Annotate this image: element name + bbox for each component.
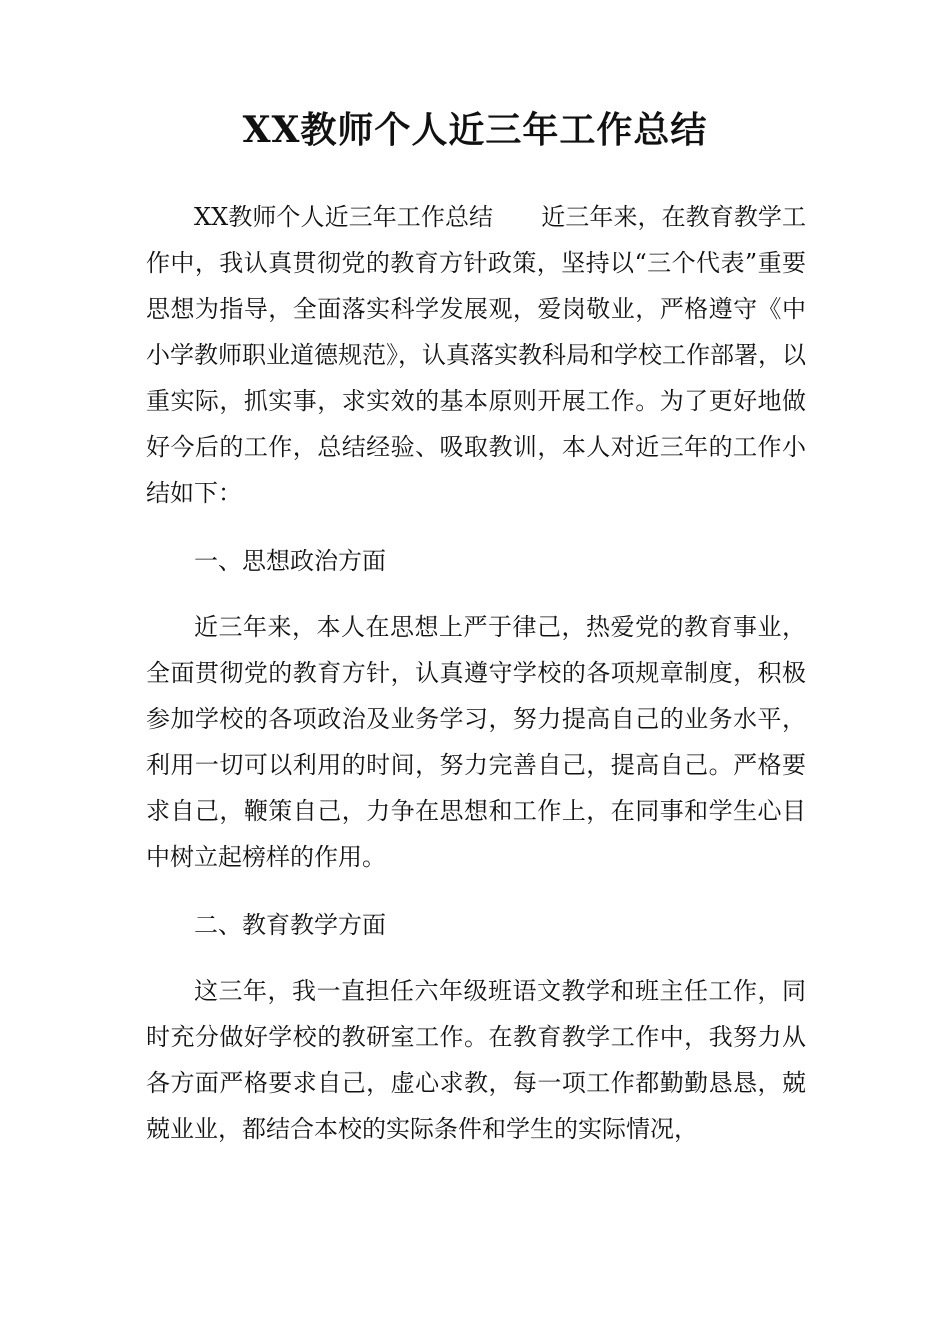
intro-lead: XX教师个人近三年工作总结 [194,203,494,231]
section2-heading: 二、教育教学方面 [194,911,386,939]
section1-paragraph: 近三年来，本人在思想上严于律己，热爱党的教育事业，全面贯彻党的教育方针，认真遵守学校的各项规章制度，积极参加学校的各项政治及业务学习，努力提高自己的业务水平，利用一切可以利用的时间，努力完善自己，提高自己。严格要求自己，鞭策自己，力争在思想和工作上，在同事和学生心目中树立起榜样的作用。 [146,613,806,871]
section2-paragraph: 这三年，我一直担任六年级班语文教学和班主任工作，同时充分做好学校的教研室工作。在教育教学工作中，我努力从各方面严格要求自己，虚心求教，每一项工作都勤勤恳恳，兢兢业业，都结合本校的实际条件和学生的实际情况， [146,977,806,1143]
intro-paragraph [146,194,806,516]
intro-body: 近三年来，在教育教学工作中，我认真贯彻党的教育方针政策，坚持以“三个代表”重要思想为指导，全面落实科学发展观，爱岗敬业，严格遵守《中小学教师职业道德规范》，认真落实教科局和学校工作部署，以重实际，抓实事，求实效的基本原则开展工作。为了更好地做好今后的工作，总结经验、吸取教训，本人对近三年的工作小结如下： [146,203,806,507]
document-title: XX教师个人近三年工作总结 [242,109,708,151]
document-body [146,194,806,1174]
section1-heading: 一、思想政治方面 [194,547,386,575]
